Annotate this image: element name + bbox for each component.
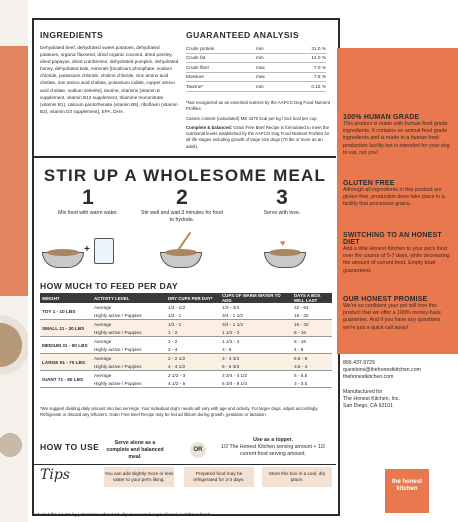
net-weight: Net wt 4 lbs / 1.81 kg | Contains about 16 dry-measured cups of real, nutritious food. xyxy=(32,513,211,518)
feeding-notes: *We suggest dividing daily amount into two servings. Your individual dog's needs will vary with age and activity. For larger dogs, adjust accordingly. Refrigerate or discard any leftovers. Grain Free Beef Recipe may be fed ad libitum during growth, gestation or lactation. xyxy=(40,406,319,418)
ga-row: Taurine* min 0.15 % xyxy=(186,82,326,92)
measuring-cup-icon xyxy=(94,238,114,264)
stir-title: STIR UP A WHOLESOME MEAL xyxy=(43,166,327,185)
side-section: GLUTEN FREE Although all ingredients in this product are gluten-free, production does take place in a facility that processes grains. xyxy=(343,180,445,208)
panel-divider xyxy=(33,156,336,158)
contact-info xyxy=(343,360,455,410)
honest-kitchen-logo: the honest kitchen xyxy=(385,469,429,513)
phone-number: 866.437.9729 xyxy=(343,360,375,366)
table-row: Highly active / Puppies 1 - 2 1 1/2 - 3 8 - 16 xyxy=(40,328,332,337)
step-number: 1 xyxy=(82,186,94,209)
guaranteed-analysis-table xyxy=(186,44,326,92)
howto-divider xyxy=(33,464,336,465)
ga-row: Crude protein min 31.0 % xyxy=(186,44,326,54)
table-row: GIANT 71 - 90 LBS Average 2 1/2 - 3 3 3/4 - 4 1/2 5 - 6.5 xyxy=(40,371,332,380)
company-name: The Honest Kitchen, Inc. xyxy=(343,396,400,402)
howto-complete: Serve alone as a complete and balanced meal. xyxy=(106,440,164,460)
flaxseed-image xyxy=(0,415,28,470)
feeding-title: HOW MUCH TO FEED PER DAY xyxy=(40,281,179,291)
table-row: TOY 1 - 10 LBS Average 1/4 - 1/2 1/3 - 3/4 32 - 64 xyxy=(40,303,332,311)
aafco-statement: Complete & balanced: Grain Free Beef Recipe is formulated to meet the nutritional levels established by the AAFCO Dog Food Nutrient Profiles for all life stages including growth of large size dogs (70 lbs or more as an adult). xyxy=(186,124,330,149)
step-1 xyxy=(48,186,128,217)
step-text: Mix food with warm water. xyxy=(58,210,118,216)
step-text: Serve with love. xyxy=(263,210,301,216)
side-section: OUR HONEST PROMISE We're so confident your pet will love this product that we offer a 100% money-back guarantee. And if you have any questions we're just a quick call away! xyxy=(343,296,441,331)
howto-title: HOW TO USE xyxy=(40,442,100,452)
ga-row: Moisture max 7.8 % xyxy=(186,73,326,83)
tip-item: You can add slightly more or less water to your pet's liking. xyxy=(104,467,174,487)
step-2 xyxy=(140,186,224,224)
coconut-image xyxy=(0,310,28,380)
ingredients-text: Dehydrated beef, dehydrated sweet potatoes, dehydrated potatoes, organic flaxseed, dried organic coconut, dried parsley, dried papayas, dried cranberries, dehydrated pumpkin, dehydrated honey, dehydrated kale, minerals [tricalcium phosphate, sodium chloride, potassium chloride, choline chloride, zinc amino acid chelate, iron amino acid chelate, potassium iodide, copper amino acid chelate, sodium selenite], taurine, vitamins [vitamin E supplement, vitamin B12 supplement, thiamine mononitrate (vitamin B1), calcium pantothenate (vitamin B5), riboflavin (vitamin B2), vitamin D3 supplement], EPA, DHA. xyxy=(40,45,179,114)
orange-backdrop xyxy=(0,46,28,296)
side-panel xyxy=(337,48,458,354)
feeding-table xyxy=(40,293,332,388)
heart-icon: ♥ xyxy=(280,238,286,248)
plus-icon: + xyxy=(84,244,90,255)
step-text: Stir well and wait 3 minutes for food to hydrate. xyxy=(141,210,223,223)
taurine-note: *Not recognized as an essential nutrient by the AAFCO Dog Food Nutrient Profiles. xyxy=(186,100,330,112)
ingredients-title: INGREDIENTS xyxy=(40,30,104,40)
guaranteed-analysis-title: GUARANTEED ANALYSIS xyxy=(186,30,299,40)
table-row: SMALL 11 - 30 LBS Average 1/2 - 1 3/4 - 1 1/2 16 - 32 xyxy=(40,320,332,329)
or-badge: OR xyxy=(190,442,206,458)
left-photo-strip xyxy=(0,0,28,522)
table-row: LARGE 51 - 70 LBS Average 2 - 2 1/2 3 - 3 3/4 6.5 - 8 xyxy=(40,354,332,363)
website: thehonestkitchen.com xyxy=(343,374,394,380)
howto-topper: Use as a topper. 1/2 The Honest Kitchen serving amount + 1/2 current food serving amount. xyxy=(220,437,326,457)
ga-row: Crude fat min 14.0 % xyxy=(186,54,326,64)
table-row: Highly active / Puppies 2 - 4 3 - 6 4 - 8 xyxy=(40,345,332,354)
tips-title: Tips xyxy=(40,467,70,483)
side-section: SWITCHING TO AN HONEST DIET Add a little Honest Kitchen to your pet's food over the course of 5-7 days, while decreasing the amount of current food. Empty bowl guaranteed. xyxy=(343,232,450,274)
step-3 xyxy=(242,186,322,217)
table-header-row: WEIGHT ACTIVITY LEVEL DRY CUPS PER DAY* CUPS OF WARM WATER TO ADD DAYS A BOX WILL LAST xyxy=(40,293,332,303)
calorie-content: Calorie content (calculated) ME 4470 kcal per kg / 514 kcal per cup xyxy=(186,115,317,121)
table-row: Highly active / Puppies 1/2 - 1 3/4 - 1 1/2 16 - 32 xyxy=(40,311,332,320)
table-row: MEDIUM 31 - 50 LBS Average 1 - 2 1 1/2 - 3 8 - 16 xyxy=(40,337,332,346)
company-city: San Diego, CA 92101 xyxy=(343,403,393,409)
email: questions@thehonestkitchen.com xyxy=(343,367,421,373)
guaranteed-analysis-notes xyxy=(186,100,331,150)
step-number: 3 xyxy=(276,186,288,209)
table-row: Highly active / Puppies 4 1/2 - 5 6 3/4 - 8 1/4 3 - 3.5 xyxy=(40,379,332,388)
ga-row: Crude fiber max 7.0 % xyxy=(186,63,326,73)
table-row: Highly active / Puppies 4 - 4 1/2 6 - 6 3/4 3.5 - 4 xyxy=(40,362,332,371)
side-section: 100% HUMAN GRADE This product is made with human food grade ingredients. It contains no animal feed grade ingredients and is made in a human food production facility but is intended for your dog to eat, not you! xyxy=(343,114,450,156)
tip-item: Prepared food may be refrigerated for 2-3 days. xyxy=(184,467,254,487)
step-number: 2 xyxy=(176,186,188,209)
tip-item: Store this box in a cool, dry place. xyxy=(262,467,332,487)
manufactured-label: Manufactured for xyxy=(343,389,383,395)
